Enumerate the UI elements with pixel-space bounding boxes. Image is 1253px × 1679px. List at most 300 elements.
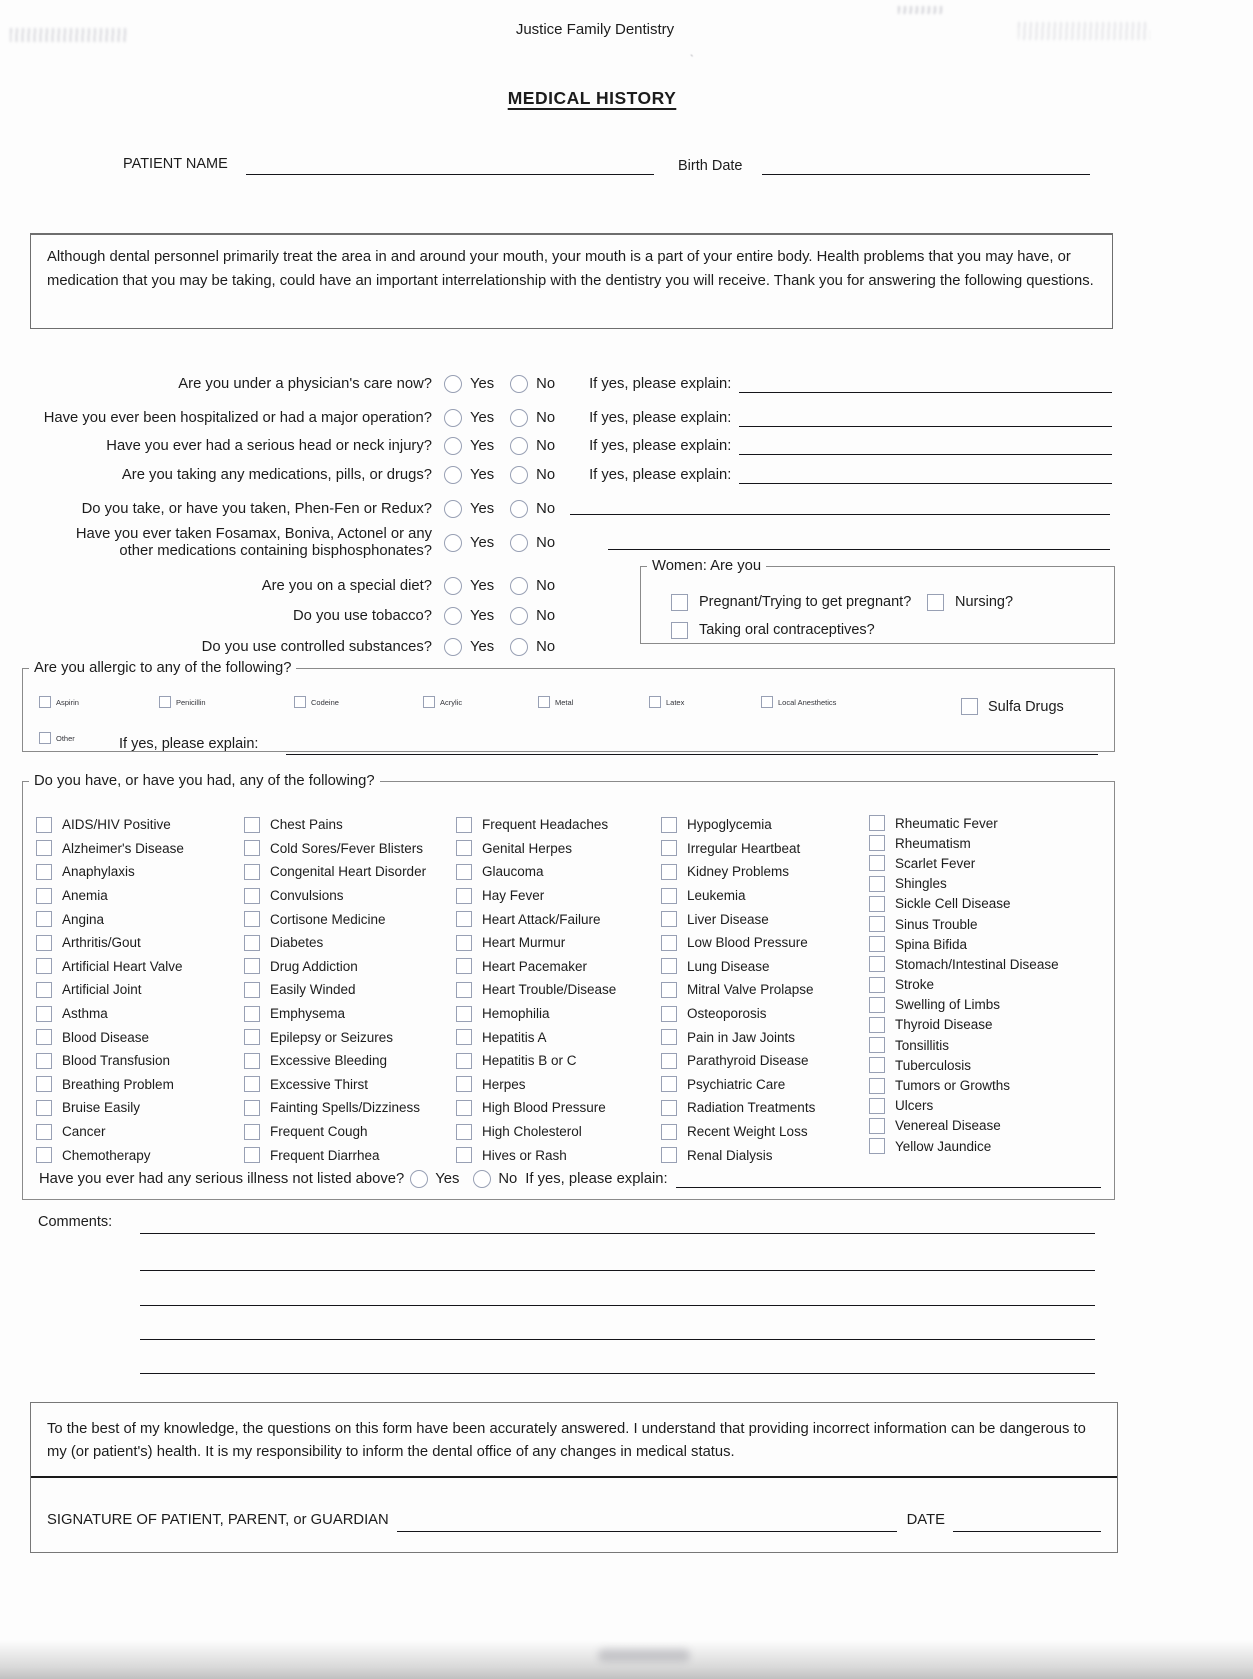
yes-radio[interactable]: [444, 638, 462, 656]
condition-label: Yellow Jaundice: [895, 1138, 992, 1154]
serious-yes-label: Yes: [435, 1171, 460, 1187]
allergy-checkbox[interactable]: [294, 696, 306, 708]
condition-label: Renal Dialysis: [687, 1147, 773, 1163]
explain-label: If yes, please explain:: [589, 438, 732, 454]
condition-label: Liver Disease: [687, 911, 769, 927]
condition-checkbox[interactable]: [661, 1147, 677, 1163]
condition-checkbox[interactable]: [244, 911, 260, 927]
condition-checkbox[interactable]: [661, 1006, 677, 1022]
condition-label: Chemotherapy: [62, 1147, 151, 1163]
explain-line[interactable]: [739, 410, 1112, 427]
condition-label: Drug Addiction: [270, 958, 358, 974]
condition-checkbox[interactable]: [244, 864, 260, 880]
condition-label: Bruise Easily: [62, 1100, 141, 1116]
yes-radio[interactable]: [444, 607, 462, 625]
condition-item: [456, 884, 661, 908]
condition-label: Chest Pains: [270, 817, 343, 833]
condition-checkbox[interactable]: [869, 876, 885, 892]
certification-text: To the best of my knowledge, the questions on this form have been accurately answered. I understand that providing incorrect information can be dangerous to my (or patient's) health. It is my responsibility to inform the dental office of any changes in medical status.: [47, 1421, 1086, 1460]
condition-item: [661, 837, 869, 861]
condition-label: Heart Murmur: [482, 935, 566, 951]
condition-label: Excessive Bleeding: [270, 1053, 388, 1069]
condition-checkbox[interactable]: [661, 911, 677, 927]
condition-label: Psychiatric Care: [687, 1076, 786, 1092]
condition-checkbox[interactable]: [869, 1098, 885, 1114]
condition-label: Scarlet Fever: [895, 855, 976, 871]
condition-checkbox[interactable]: [36, 911, 52, 927]
yes-radio[interactable]: [444, 500, 462, 518]
yes-radio[interactable]: [444, 375, 462, 393]
condition-checkbox[interactable]: [661, 1053, 677, 1069]
condition-label: Anemia: [62, 888, 108, 904]
condition-checkbox[interactable]: [456, 1053, 472, 1069]
condition-checkbox[interactable]: [661, 840, 677, 856]
condition-checkbox[interactable]: [36, 1100, 52, 1116]
sulfa-drugs-label: Sulfa Drugs: [988, 698, 1064, 715]
date-label: DATE: [906, 1512, 945, 1528]
condition-label: Epilepsy or Seizures: [270, 1029, 394, 1045]
condition-checkbox[interactable]: [244, 982, 260, 998]
condition-checkbox[interactable]: [869, 1057, 885, 1073]
condition-label: Sinus Trouble: [895, 916, 978, 932]
condition-item: [36, 837, 244, 861]
comment-line[interactable]: [140, 1357, 1095, 1374]
condition-item: [36, 1096, 244, 1120]
condition-checkbox[interactable]: [456, 840, 472, 856]
condition-item: [869, 874, 1114, 894]
allergy-item: [39, 696, 79, 708]
condition-checkbox[interactable]: [244, 935, 260, 951]
birth-date-label: Birth Date: [678, 158, 743, 174]
no-radio[interactable]: [510, 577, 528, 595]
condition-checkbox[interactable]: [869, 835, 885, 851]
condition-label: Asthma: [62, 1006, 108, 1022]
condition-label: Hypoglycemia: [687, 817, 772, 833]
patient-name-line[interactable]: [246, 156, 654, 175]
allergy-checkbox[interactable]: [538, 696, 550, 708]
condition-label: Anaphylaxis: [62, 864, 135, 880]
condition-item: [661, 978, 869, 1002]
serious-explain-line[interactable]: [676, 1171, 1101, 1188]
allergy-label: Latex: [666, 697, 685, 707]
allergies-section: [22, 660, 1115, 752]
condition-checkbox[interactable]: [244, 840, 260, 856]
condition-checkbox[interactable]: [36, 935, 52, 951]
condition-item: [244, 955, 456, 979]
yes-label: Yes: [470, 438, 495, 454]
comment-line[interactable]: [140, 1217, 1095, 1234]
condition-checkbox[interactable]: [661, 1124, 677, 1140]
condition-checkbox[interactable]: [869, 956, 885, 972]
condition-label: Venereal Disease: [895, 1118, 1001, 1134]
no-label: No: [536, 608, 556, 624]
other-checkbox[interactable]: [39, 732, 51, 744]
no-radio[interactable]: [510, 375, 528, 393]
allergy-item: [961, 698, 1064, 715]
condition-checkbox[interactable]: [869, 815, 885, 831]
question-row: [20, 466, 1112, 484]
condition-checkbox[interactable]: [36, 982, 52, 998]
condition-item: [661, 884, 869, 908]
condition-label: Lung Disease: [687, 958, 770, 974]
condition-item: [36, 1002, 244, 1026]
condition-item: [661, 860, 869, 884]
condition-label: Diabetes: [270, 935, 324, 951]
allergy-explain-line[interactable]: [286, 738, 1098, 755]
patient-name-label: PATIENT NAME: [123, 156, 228, 172]
condition-label: Emphysema: [270, 1006, 346, 1022]
condition-item: [661, 955, 869, 979]
condition-item: [869, 1136, 1114, 1156]
date-line[interactable]: [953, 1513, 1101, 1532]
condition-label: Blood Transfusion: [62, 1053, 171, 1069]
serious-no-label: No: [498, 1171, 518, 1187]
condition-item: [36, 931, 244, 955]
scan-artifact: [598, 1649, 690, 1662]
condition-label: Frequent Cough: [270, 1124, 368, 1140]
question-row: [20, 437, 1112, 455]
condition-checkbox[interactable]: [36, 958, 52, 974]
condition-checkbox[interactable]: [456, 888, 472, 904]
condition-column: [661, 813, 869, 1167]
condition-checkbox[interactable]: [456, 911, 472, 927]
condition-label: Radiation Treatments: [687, 1100, 816, 1116]
condition-label: Pain in Jaw Joints: [687, 1029, 796, 1045]
condition-label: Cortisone Medicine: [270, 911, 386, 927]
divider-line: [31, 1476, 1117, 1478]
condition-checkbox[interactable]: [244, 1029, 260, 1045]
yes-radio[interactable]: [444, 534, 462, 552]
condition-item: [456, 1143, 661, 1167]
serious-illness-row: [39, 1170, 1101, 1188]
clinic-name: Justice Family Dentistry: [515, 21, 675, 38]
condition-checkbox[interactable]: [456, 1029, 472, 1045]
intro-text: Although dental personnel primarily treat the area in and around your mouth, your mouth is a part of your entire body. Health problems that you may have, or medication that you may be taking, could have an important interrelationship with the dentistry you will receive. Thank you for answering the following questions.: [30, 233, 1113, 329]
condition-checkbox[interactable]: [36, 1124, 52, 1140]
conditions-section: [22, 773, 1115, 1200]
condition-checkbox[interactable]: [244, 1076, 260, 1092]
signature-line[interactable]: [397, 1513, 897, 1532]
nursing-checkbox[interactable]: [927, 594, 944, 611]
condition-checkbox[interactable]: [36, 1053, 52, 1069]
condition-label: Sickle Cell Disease: [895, 896, 1011, 912]
condition-checkbox[interactable]: [36, 1006, 52, 1022]
nursing-label: Nursing?: [955, 594, 1014, 610]
condition-label: Cold Sores/Fever Blisters: [270, 840, 424, 856]
contraceptives-checkbox[interactable]: [671, 622, 688, 639]
condition-column: [36, 813, 244, 1167]
condition-item: [661, 1049, 869, 1073]
serious-no-radio[interactable]: [473, 1170, 491, 1188]
condition-label: Stroke: [895, 977, 935, 993]
condition-checkbox[interactable]: [36, 840, 52, 856]
condition-item: [244, 813, 456, 837]
allergy-checkbox[interactable]: [761, 696, 773, 708]
condition-checkbox[interactable]: [456, 958, 472, 974]
condition-checkbox[interactable]: [661, 1029, 677, 1045]
condition-checkbox[interactable]: [869, 997, 885, 1013]
condition-label: Hay Fever: [482, 888, 545, 904]
condition-item: [869, 813, 1114, 833]
question-row: [20, 409, 1112, 427]
question-label: Do you use controlled substances?: [201, 638, 432, 655]
no-label: No: [536, 501, 556, 517]
condition-item: [456, 1049, 661, 1073]
condition-item: [869, 1035, 1114, 1055]
condition-label: Frequent Headaches: [482, 817, 609, 833]
condition-label: Recent Weight Loss: [687, 1124, 808, 1140]
condition-checkbox[interactable]: [36, 1029, 52, 1045]
condition-checkbox[interactable]: [661, 1100, 677, 1116]
condition-label: Artificial Joint: [62, 982, 142, 998]
allergies-legend: Are you allergic to any of the following?: [34, 660, 292, 676]
condition-label: Kidney Problems: [687, 864, 790, 880]
condition-item: [869, 914, 1114, 934]
allergy-checkbox[interactable]: [159, 696, 171, 708]
condition-label: Fainting Spells/Dizziness: [270, 1100, 421, 1116]
no-label: No: [536, 376, 556, 392]
condition-item: [869, 975, 1114, 995]
condition-checkbox[interactable]: [661, 817, 677, 833]
condition-item: [456, 1002, 661, 1026]
explain-line[interactable]: [570, 498, 1110, 515]
condition-checkbox[interactable]: [36, 888, 52, 904]
condition-item: [244, 860, 456, 884]
page-title: MEDICAL HISTORY: [507, 88, 677, 108]
serious-explain-label: If yes, please explain:: [525, 1171, 668, 1187]
condition-label: Alzheimer's Disease: [62, 840, 184, 856]
condition-item: [869, 1015, 1114, 1035]
condition-item: [36, 907, 244, 931]
condition-item: [244, 1002, 456, 1026]
condition-item: [244, 837, 456, 861]
condition-label: Rheumatic Fever: [895, 815, 998, 831]
question-row: [20, 375, 1112, 393]
no-label: No: [536, 535, 556, 551]
women-legend: Women: Are you: [652, 558, 762, 574]
comment-line[interactable]: [140, 1289, 1095, 1306]
condition-checkbox[interactable]: [456, 982, 472, 998]
condition-item: [36, 860, 244, 884]
no-radio[interactable]: [510, 437, 528, 455]
condition-checkbox[interactable]: [36, 1147, 52, 1163]
condition-checkbox[interactable]: [869, 896, 885, 912]
question-label: Have you ever been hospitalized or had a major operation?: [43, 409, 432, 426]
condition-item: [456, 955, 661, 979]
condition-label: Cancer: [62, 1124, 106, 1140]
condition-checkbox[interactable]: [869, 977, 885, 993]
no-label: No: [536, 639, 556, 655]
condition-label: Thyroid Disease: [895, 1017, 993, 1033]
question-label: Have you ever taken Fosamax, Boniva, Actonel or any other medications containing bisphosphonates?: [75, 526, 432, 559]
allergy-label: Codeine: [311, 697, 339, 707]
condition-item: [36, 884, 244, 908]
condition-label: Frequent Diarrhea: [270, 1147, 380, 1163]
no-label: No: [536, 410, 556, 426]
condition-item: [661, 907, 869, 931]
question-label: Do you use tobacco?: [292, 607, 432, 624]
explain-line[interactable]: [739, 376, 1112, 393]
condition-item: [456, 1120, 661, 1144]
explain-line[interactable]: [739, 438, 1112, 455]
explain-label: If yes, please explain:: [589, 467, 732, 483]
condition-checkbox[interactable]: [244, 1053, 260, 1069]
condition-item: [661, 1120, 869, 1144]
condition-item: [661, 1002, 869, 1026]
condition-label: Low Blood Pressure: [687, 935, 808, 951]
condition-item: [456, 1073, 661, 1097]
condition-checkbox[interactable]: [869, 936, 885, 952]
condition-checkbox[interactable]: [244, 1100, 260, 1116]
condition-checkbox[interactable]: [661, 888, 677, 904]
condition-label: Glaucoma: [482, 864, 544, 880]
condition-item: [456, 1096, 661, 1120]
condition-label: Hepatitis A: [482, 1029, 547, 1045]
condition-label: Swelling of Limbs: [895, 997, 1001, 1013]
condition-item: [36, 955, 244, 979]
condition-checkbox[interactable]: [661, 1076, 677, 1092]
allergy-checkbox[interactable]: [423, 696, 435, 708]
condition-item: [869, 894, 1114, 914]
comment-line[interactable]: [140, 1254, 1095, 1271]
condition-checkbox[interactable]: [869, 1037, 885, 1053]
question-label: Are you under a physician's care now?: [178, 375, 432, 392]
condition-label: Blood Disease: [62, 1029, 150, 1045]
condition-checkbox[interactable]: [869, 855, 885, 871]
condition-checkbox[interactable]: [869, 1078, 885, 1094]
condition-item: [244, 1049, 456, 1073]
condition-checkbox[interactable]: [244, 958, 260, 974]
condition-column: [869, 813, 1114, 1167]
condition-item: [244, 1120, 456, 1144]
condition-label: Rheumatism: [895, 835, 971, 851]
yes-radio[interactable]: [444, 409, 462, 427]
other-label: Other: [56, 733, 75, 743]
condition-checkbox[interactable]: [36, 864, 52, 880]
condition-item: [36, 1049, 244, 1073]
condition-checkbox[interactable]: [456, 1124, 472, 1140]
condition-checkbox[interactable]: [869, 916, 885, 932]
condition-item: [456, 907, 661, 931]
condition-item: [36, 978, 244, 1002]
condition-label: Breathing Problem: [62, 1076, 174, 1092]
condition-label: Shingles: [895, 876, 947, 892]
condition-checkbox[interactable]: [661, 935, 677, 951]
pregnant-checkbox[interactable]: [671, 594, 688, 611]
condition-checkbox[interactable]: [661, 958, 677, 974]
condition-item: [244, 907, 456, 931]
condition-item: [244, 978, 456, 1002]
yes-label: Yes: [470, 535, 495, 551]
condition-checkbox[interactable]: [244, 817, 260, 833]
yes-radio[interactable]: [444, 577, 462, 595]
condition-item: [456, 931, 661, 955]
birth-date-line[interactable]: [762, 156, 1090, 175]
condition-label: High Blood Pressure: [482, 1100, 606, 1116]
condition-checkbox[interactable]: [869, 1138, 885, 1154]
comments-label: Comments:: [38, 1214, 113, 1230]
condition-checkbox[interactable]: [244, 1006, 260, 1022]
condition-checkbox[interactable]: [244, 1124, 260, 1140]
explain-line[interactable]: [739, 467, 1112, 484]
condition-label: Herpes: [482, 1076, 526, 1092]
explain-line[interactable]: [608, 533, 1110, 550]
condition-checkbox[interactable]: [869, 1118, 885, 1134]
condition-item: [869, 833, 1114, 853]
serious-yes-radio[interactable]: [410, 1170, 428, 1188]
serious-illness-question: Have you ever had any serious illness not listed above?: [39, 1171, 405, 1187]
allergy-item: [761, 696, 836, 708]
condition-checkbox[interactable]: [661, 864, 677, 880]
no-label: No: [536, 467, 556, 483]
condition-label: Heart Attack/Failure: [482, 911, 601, 927]
yes-radio[interactable]: [444, 466, 462, 484]
condition-checkbox[interactable]: [869, 1017, 885, 1033]
condition-checkbox[interactable]: [661, 982, 677, 998]
condition-checkbox[interactable]: [456, 1100, 472, 1116]
allergy-label: Metal: [555, 697, 574, 707]
condition-item: [244, 931, 456, 955]
condition-checkbox[interactable]: [36, 1076, 52, 1092]
no-radio[interactable]: [510, 534, 528, 552]
condition-label: Convulsions: [270, 888, 344, 904]
no-radio[interactable]: [510, 500, 528, 518]
condition-checkbox[interactable]: [244, 1147, 260, 1163]
condition-checkbox[interactable]: [456, 1147, 472, 1163]
sulfa-drugs-checkbox[interactable]: [961, 698, 978, 715]
condition-checkbox[interactable]: [244, 888, 260, 904]
allergy-label: Aspirin: [56, 697, 79, 707]
women-section: [640, 558, 1115, 644]
condition-label: Osteoporosis: [687, 1006, 767, 1022]
condition-item: [869, 934, 1114, 954]
comment-line[interactable]: [140, 1323, 1095, 1340]
allergy-checkbox[interactable]: [39, 696, 51, 708]
condition-checkbox[interactable]: [456, 1006, 472, 1022]
allergy-item: [538, 696, 573, 708]
yes-label: Yes: [470, 467, 495, 483]
no-label: No: [536, 438, 556, 454]
condition-checkbox[interactable]: [456, 1076, 472, 1092]
question-label: Do you take, or have you taken, Phen-Fen or Redux?: [81, 500, 432, 517]
scan-artifact: [898, 6, 944, 14]
condition-checkbox[interactable]: [456, 935, 472, 951]
condition-checkbox[interactable]: [36, 817, 52, 833]
allergy-label: Acrylic: [440, 697, 463, 707]
certification-section: [30, 1402, 1118, 1553]
scan-artifact: `: [690, 54, 694, 66]
allergy-checkbox[interactable]: [649, 696, 661, 708]
no-radio[interactable]: [510, 466, 528, 484]
allergy-label: Local Anesthetics: [778, 697, 837, 707]
condition-item: [36, 1025, 244, 1049]
condition-checkbox[interactable]: [456, 817, 472, 833]
no-radio[interactable]: [510, 409, 528, 427]
no-radio[interactable]: [510, 638, 528, 656]
condition-label: Genital Herpes: [482, 840, 573, 856]
allergy-item: [159, 696, 206, 708]
condition-label: Irregular Heartbeat: [687, 840, 801, 856]
condition-item: [456, 837, 661, 861]
allergy-label: Penicillin: [176, 697, 206, 707]
signature-row: [47, 1509, 1101, 1532]
condition-checkbox[interactable]: [456, 864, 472, 880]
condition-label: Hemophilia: [482, 1006, 550, 1022]
yes-radio[interactable]: [444, 437, 462, 455]
allergy-item: [423, 696, 462, 708]
condition-item: [869, 1116, 1114, 1136]
no-radio[interactable]: [510, 607, 528, 625]
